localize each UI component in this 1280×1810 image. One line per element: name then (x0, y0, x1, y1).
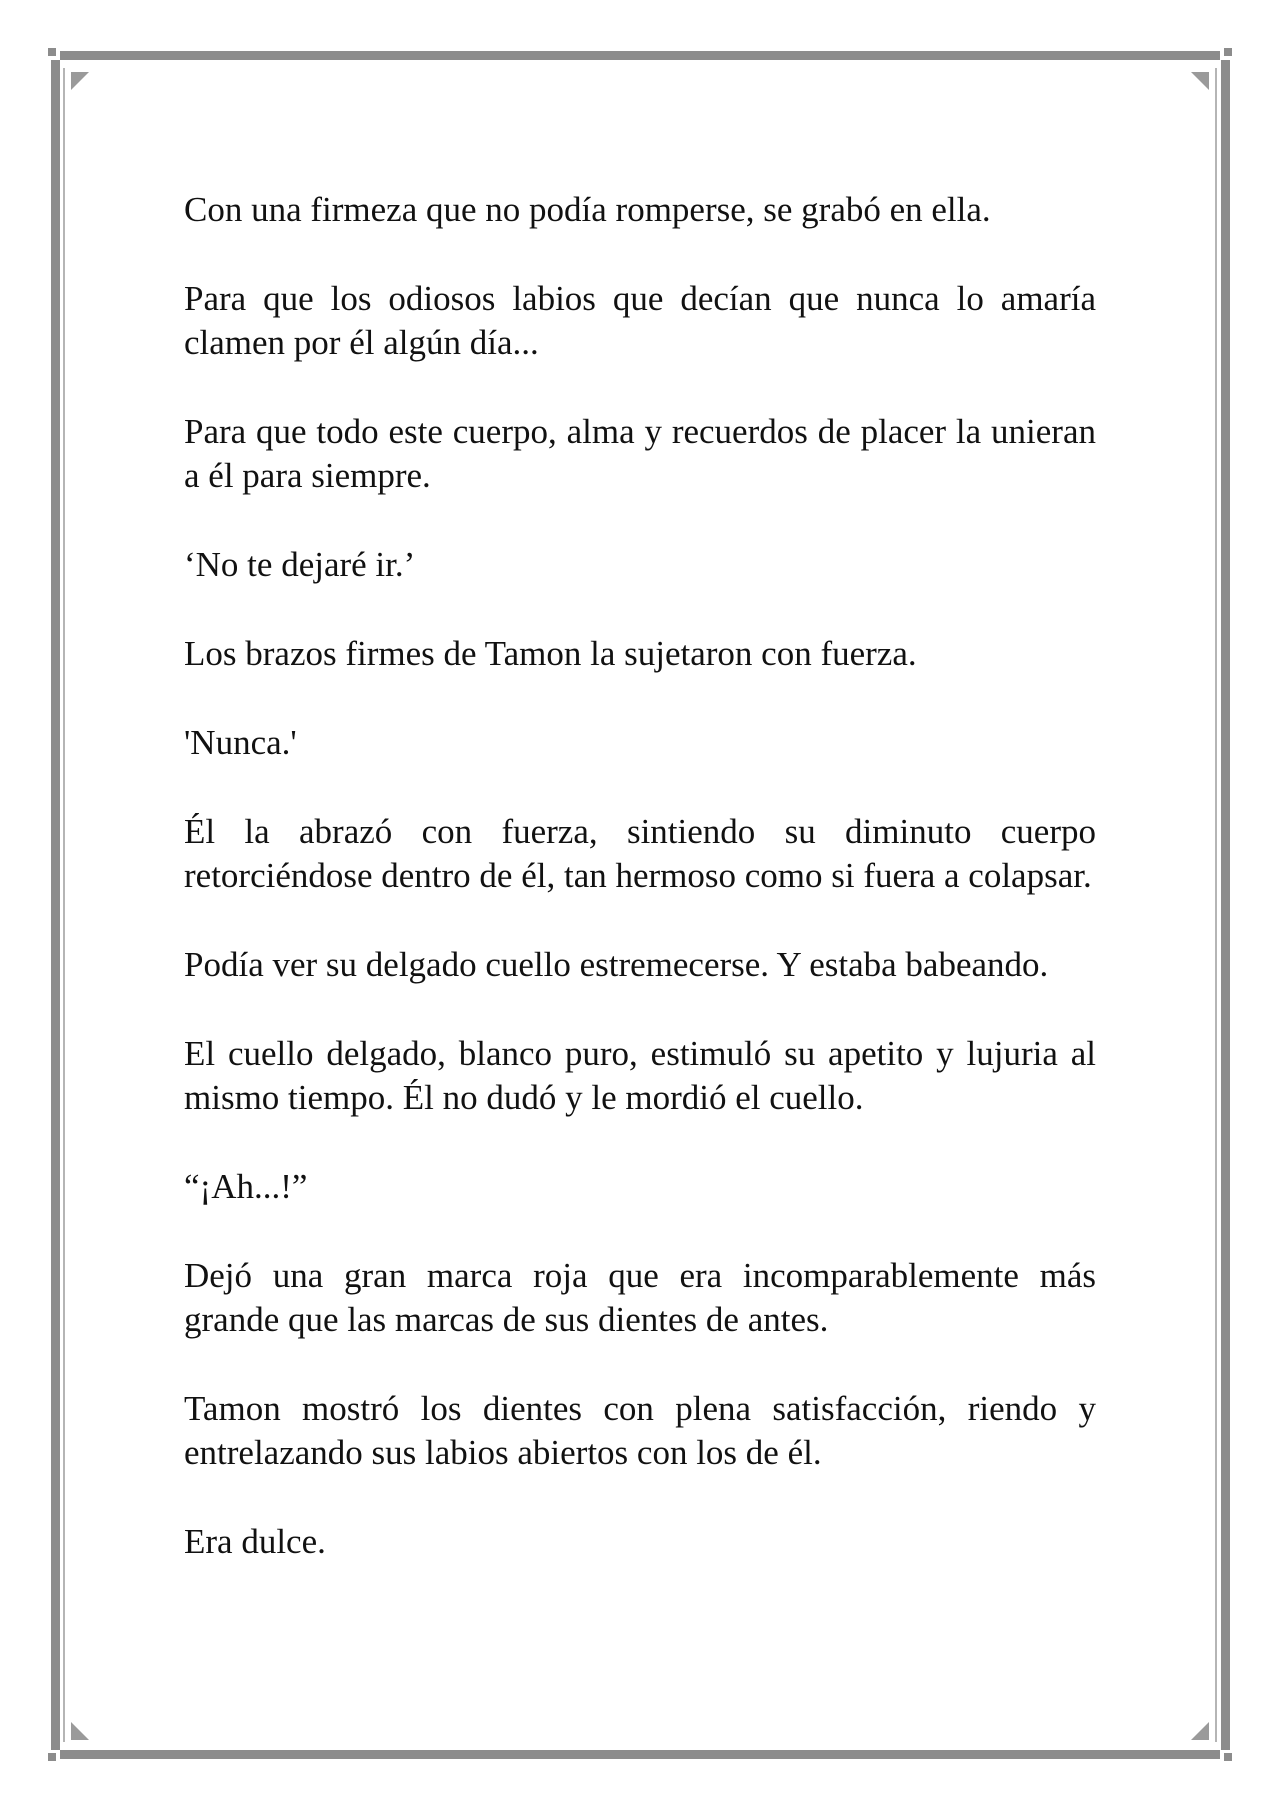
paragraph: 'Nunca.' (184, 723, 297, 762)
paragraph: Podía ver su delgado cuello estremecerse. Y estaba babeando. (184, 945, 1049, 984)
paragraph: Con una firmeza que no podía romperse, se grabó en ella. (184, 190, 991, 229)
corner-triangle-bottom-right (1191, 1722, 1209, 1740)
frame-border-right (1221, 60, 1230, 1750)
frame-border-left (51, 60, 60, 1750)
paragraph: Él la abrazó con fuerza, sintiendo su diminuto cuerpo retorciéndose dentro de él, tan hermoso como si fuera a colapsar. (184, 812, 1096, 895)
paragraph: Tamon mostró los dientes con plena satisfacción, riendo y entrelazando sus labios abiertos con los de él. (184, 1389, 1096, 1472)
frame-border-bottom (60, 1750, 1220, 1759)
paragraph: Para que todo este cuerpo, alma y recuerdos de placer la unieran a él para siempre. (184, 412, 1096, 495)
corner-ornament-top-left (48, 48, 56, 56)
paragraph: Los brazos firmes de Tamon la sujetaron con fuerza. (184, 634, 917, 673)
page-body-text (184, 188, 1096, 1564)
corner-ornament-bottom-left (48, 1753, 56, 1761)
paragraph: ‘No te dejaré ir.’ (184, 545, 416, 584)
corner-ornament-bottom-right (1224, 1753, 1232, 1761)
frame-inner-line-left (63, 68, 65, 1742)
paragraph: “¡Ah...!” (184, 1167, 308, 1206)
corner-ornament-top-right (1224, 48, 1232, 56)
corner-triangle-top-right (1191, 72, 1209, 90)
frame-border-top (60, 51, 1220, 60)
corner-triangle-top-left (71, 72, 89, 90)
frame-inner-line-right (1215, 68, 1217, 1742)
paragraph: El cuello delgado, blanco puro, estimuló su apetito y lujuria al mismo tiempo. Él no dudó y le mordió el cuello. (184, 1034, 1096, 1117)
corner-triangle-bottom-left (71, 1722, 89, 1740)
paragraph: Dejó una gran marca roja que era incomparablemente más grande que las marcas de sus dientes de antes. (184, 1256, 1096, 1339)
paragraph: Era dulce. (184, 1522, 326, 1561)
paragraph: Para que los odiosos labios que decían que nunca lo amaría clamen por él algún día... (184, 279, 1096, 362)
